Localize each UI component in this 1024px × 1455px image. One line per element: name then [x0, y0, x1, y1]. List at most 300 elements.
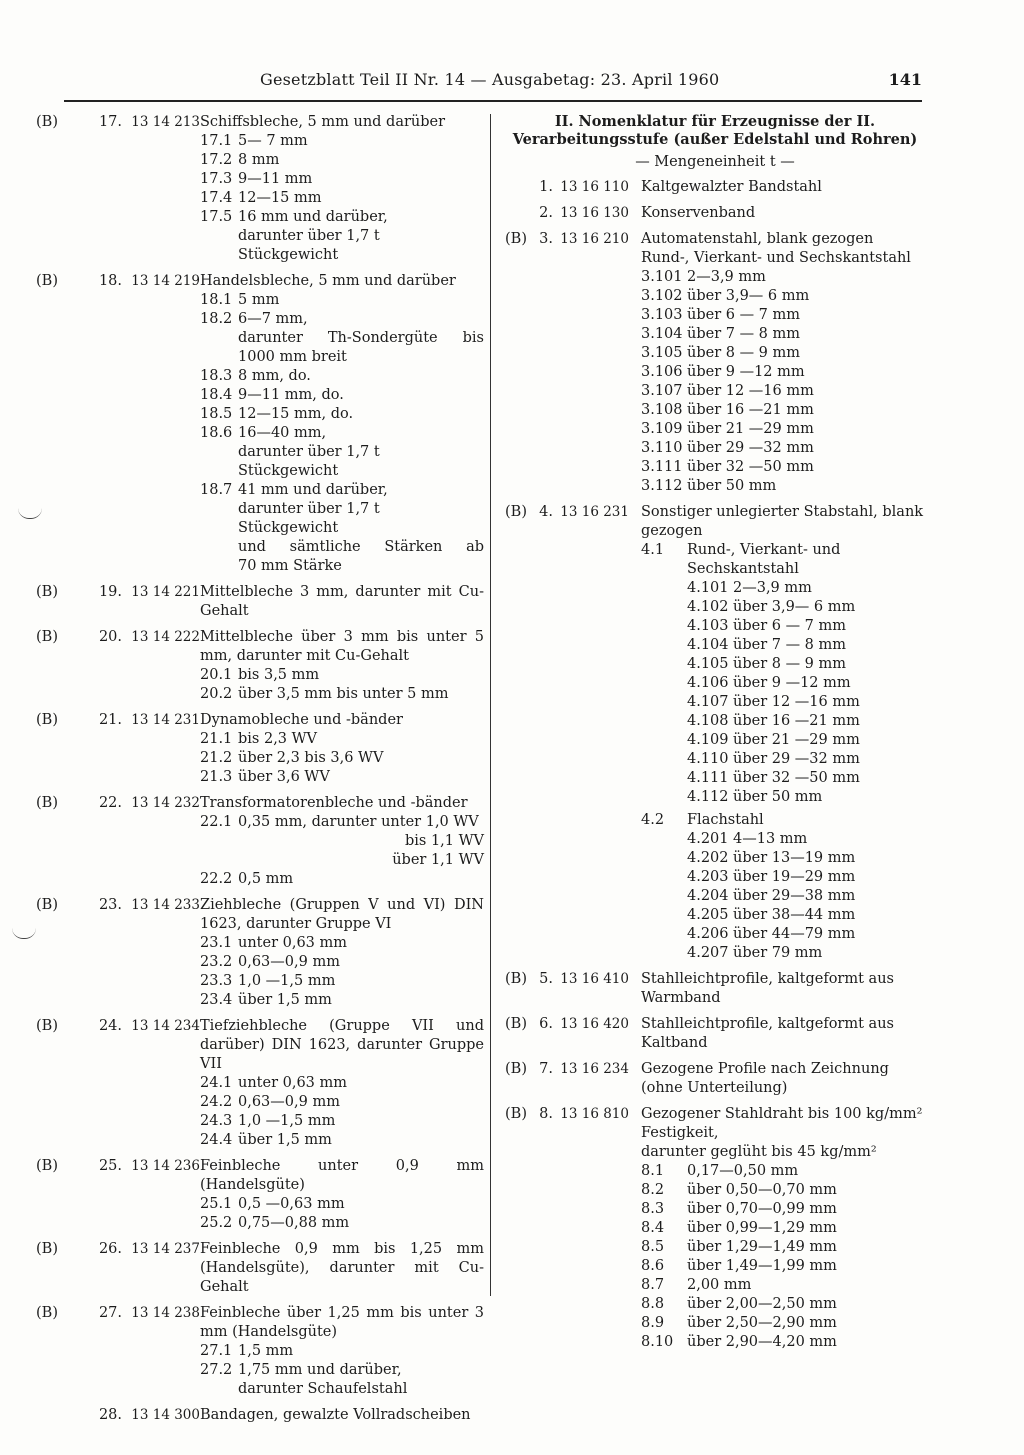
sub-number: 27.1 [200, 1343, 233, 1359]
sub-number: 3.106 [641, 364, 683, 380]
sub-item [200, 538, 484, 557]
sub-item [200, 405, 484, 424]
entry-title: Konservenband [641, 205, 756, 221]
entry-marker: (B) [36, 712, 58, 728]
sub-item [641, 268, 925, 287]
sub-text: 70 mm Stärke [238, 558, 342, 574]
sub-number: 8.8 [641, 1296, 665, 1312]
sub-number: 18.2 [200, 311, 233, 327]
sub-item [687, 925, 925, 944]
sub-number [200, 538, 238, 557]
sub-text: über 16 —21 mm [687, 402, 814, 418]
nomenclature-entry [36, 113, 484, 265]
sub-number: 23.2 [200, 954, 233, 970]
sub-item [641, 306, 925, 325]
sub-number [200, 500, 238, 538]
entry-code: 13 16 410 [560, 971, 629, 987]
sub-text: über 50 mm [733, 789, 823, 805]
entry-number: 5. [539, 971, 553, 987]
sub-item [641, 363, 925, 382]
sub-text: über 9 —12 mm [687, 364, 805, 380]
nomenclature-entry [505, 178, 925, 197]
sub-text: über 3,9— 6 mm [733, 599, 856, 615]
header-rule [64, 100, 922, 102]
sub-text: über 0,99—1,29 mm [687, 1220, 837, 1236]
entry-number: 24. [98, 1018, 122, 1034]
sub-item [641, 420, 925, 439]
sub-item [641, 1219, 925, 1238]
entry-number: 7. [539, 1061, 553, 1077]
entry-marker: (B) [505, 504, 527, 520]
sub-number: 4.103 [687, 618, 729, 634]
column-divider [490, 114, 491, 1296]
sub-text: über 2,50—2,90 mm [687, 1315, 837, 1331]
sub-number: 8.10 [641, 1334, 674, 1350]
sub-number: 4.201 [687, 831, 729, 847]
sub-item [200, 443, 484, 481]
sub-text: 0,5 —0,63 mm [238, 1196, 345, 1212]
sub-item [687, 655, 925, 674]
nomenclature-entry [505, 1105, 925, 1352]
sub-item [641, 1238, 925, 1257]
sub-item [200, 851, 484, 870]
entry-code: 13 14 300 [131, 1407, 200, 1423]
sub-number: 21.1 [200, 731, 233, 747]
nomenclature-entry [505, 1015, 925, 1053]
right-entries [505, 178, 925, 1352]
entry-title: Gezogener Stahldraht bis 100 kg/mm² Festigkeit, [641, 1106, 923, 1141]
sub-number: 4.109 [687, 732, 729, 748]
sub-text: unter 0,63 mm [238, 1075, 348, 1091]
sub-text: 6—7 mm, [238, 311, 308, 327]
sub-item [200, 1195, 484, 1214]
sub-number: 4.204 [687, 888, 729, 904]
sub-item [200, 1112, 484, 1131]
entry-title: Sonstiger unlegierter Stabstahl, blank gezogen [641, 504, 924, 539]
sub-number: 24.2 [200, 1094, 233, 1110]
entry-code: 13 14 231 [131, 712, 200, 728]
entry-code: 13 14 237 [131, 1241, 200, 1257]
sub-text: 5 mm [238, 292, 280, 308]
sub-text: über 8 — 9 mm [687, 345, 801, 361]
sub-text: über 79 mm [733, 945, 823, 961]
sub-item [200, 1131, 484, 1150]
unit-line: — Mengeneinheit t — [635, 154, 795, 170]
group-title: Rund-, Vierkant- und Sechskantstahl [687, 542, 841, 577]
sub-item [200, 666, 484, 685]
sub-number: 18.6 [200, 425, 233, 441]
sub-text: über 0,70—0,99 mm [687, 1201, 837, 1217]
sub-number: 8.6 [641, 1258, 665, 1274]
sub-item [200, 730, 484, 749]
nomenclature-entry [36, 583, 484, 621]
sub-item [200, 1074, 484, 1093]
sub-text: über 16 —21 mm [733, 713, 860, 729]
sub-text: über 1,29—1,49 mm [687, 1239, 837, 1255]
sub-text: über 21 —29 mm [733, 732, 860, 748]
entry-number: 4. [539, 504, 553, 520]
sub-text: 12—15 mm, do. [238, 406, 354, 422]
sub-text: über 21 —29 mm [687, 421, 814, 437]
entry-title: Feinbleche über 1,25 mm bis unter 3 mm (Handelsgüte) [200, 1305, 484, 1340]
sub-number: 4.202 [687, 850, 729, 866]
sub-item [200, 1380, 484, 1399]
entry-marker: (B) [505, 1016, 527, 1032]
sub-item [200, 386, 484, 405]
sub-text: über 1,5 mm [238, 1132, 332, 1148]
sub-item [687, 731, 925, 750]
sub-number: 8.2 [641, 1182, 665, 1198]
sub-text: über 3,9— 6 mm [687, 288, 810, 304]
sub-text: über 2,3 bis 3,6 WV [238, 750, 384, 766]
sub-text: über 32 —50 mm [733, 770, 860, 786]
entry-marker: (B) [36, 584, 58, 600]
entry-marker: (B) [36, 795, 58, 811]
sub-number: 3.105 [641, 345, 683, 361]
sub-item [687, 944, 925, 963]
sub-text: 0,17—0,50 mm [687, 1163, 799, 1179]
sub-number: 21.3 [200, 769, 233, 785]
sub-number: 22.1 [200, 814, 233, 830]
sub-text: über 44—79 mm [733, 926, 856, 942]
sub-text: bis 1,1 WV [404, 833, 484, 849]
entry-number: 2. [539, 205, 553, 221]
entry-marker: (B) [36, 629, 58, 645]
entry-marker: (B) [36, 1241, 58, 1257]
entry-title: Tiefziehbleche (Gruppe VII und darüber) DIN 1623, darunter Gruppe VII [200, 1018, 484, 1072]
sub-number: 4.205 [687, 907, 729, 923]
sub-number: 3.110 [641, 440, 683, 456]
sub-item [200, 481, 484, 500]
sub-text: darunter über 1,7 t Stückgewicht [238, 501, 380, 536]
sub-item [641, 477, 925, 496]
entry-code: 13 16 234 [560, 1061, 629, 1077]
nomenclature-entry [36, 1157, 484, 1233]
sub-item [641, 1276, 925, 1295]
nomenclature-entry [36, 1017, 484, 1150]
group-title: Flachstahl [687, 812, 764, 828]
sub-number: 8.7 [641, 1277, 665, 1293]
sub-item [641, 439, 925, 458]
sub-number: 17.2 [200, 152, 233, 168]
entry-code: 13 14 233 [131, 897, 200, 913]
sub-text: 16 mm und darüber, [238, 209, 388, 225]
entry-number: 26. [98, 1241, 122, 1257]
entry-number: 23. [98, 897, 122, 913]
entry-marker: (B) [36, 114, 58, 130]
sub-number: 4.107 [687, 694, 729, 710]
sub-item [200, 329, 484, 348]
sub-item [641, 287, 925, 306]
entry-title: Stahlleichtprofile, kaltgeformt aus Warmband [641, 971, 894, 1006]
entry-number: 17. [98, 114, 122, 130]
sub-number: 3.101 [641, 269, 683, 285]
sub-item [200, 972, 484, 991]
nomenclature-entry [505, 230, 925, 496]
sub-number: 4.108 [687, 713, 729, 729]
sub-number: 8.4 [641, 1220, 665, 1236]
sub-item [687, 887, 925, 906]
sub-text: über 29—38 mm [733, 888, 856, 904]
sub-number: 8.1 [641, 1163, 665, 1179]
sub-number: 24.1 [200, 1075, 233, 1091]
sub-item [687, 868, 925, 887]
entry-number: 8. [539, 1106, 553, 1122]
sub-text: über 19—29 mm [733, 869, 856, 885]
sub-number [200, 832, 238, 851]
sub-number: 17.4 [200, 190, 233, 206]
sub-text: darunter über 1,7 t Stückgewicht [238, 444, 380, 479]
sub-item [200, 557, 484, 576]
sub-text: über 29 —32 mm [733, 751, 860, 767]
entry-title: Feinbleche unter 0,9 mm (Handelsgüte) [200, 1158, 484, 1193]
sub-text: über 3,6 WV [238, 769, 330, 785]
gazette-title: Gesetzblatt Teil II Nr. 14 — Ausgabetag: 23. April 1960 [260, 70, 720, 89]
sub-text: über 8 — 9 mm [733, 656, 847, 672]
nomenclature-entry [36, 896, 484, 1010]
sub-item [641, 1314, 925, 1333]
sub-number [200, 443, 238, 481]
sub-item [687, 693, 925, 712]
sub-text: darunter über 1,7 t Stückgewicht [238, 228, 380, 263]
entry-code: 13 14 236 [131, 1158, 200, 1174]
entry-title: Transformatorenbleche und -bänder [200, 795, 468, 811]
group-heading [641, 811, 925, 830]
sub-item [200, 291, 484, 310]
group-number: 4.1 [641, 542, 665, 558]
sub-text: 1,0 —1,5 mm [238, 1113, 336, 1129]
entry-title: Feinbleche 0,9 mm bis 1,25 mm (Handelsgüte), darunter mit Cu-Gehalt [200, 1241, 484, 1295]
sub-item [641, 1181, 925, 1200]
sub-number: 3.108 [641, 402, 683, 418]
sub-number: 22.2 [200, 871, 233, 887]
sub-item [687, 617, 925, 636]
sub-item [200, 500, 484, 538]
sub-item [641, 458, 925, 477]
sub-number: 4.106 [687, 675, 729, 691]
sub-text: über 2,00—2,50 mm [687, 1296, 837, 1312]
page-header [64, 70, 922, 96]
entry-title: Handelsbleche, 5 mm und darüber [200, 273, 456, 289]
sub-number [200, 329, 238, 348]
sub-item [200, 991, 484, 1010]
sub-item [200, 1093, 484, 1112]
sub-text: über 2,90—4,20 mm [687, 1334, 837, 1350]
nomenclature-entry [36, 794, 484, 889]
sub-item [641, 382, 925, 401]
entry-code: 13 16 231 [560, 504, 629, 520]
entry-marker: (B) [36, 897, 58, 913]
sub-number: 18.5 [200, 406, 233, 422]
sub-text: über 50 mm [687, 478, 777, 494]
sub-number: 3.103 [641, 307, 683, 323]
entry-number: 20. [98, 629, 122, 645]
sub-item [200, 227, 484, 265]
sub-number: 18.7 [200, 482, 233, 498]
sub-item [687, 849, 925, 868]
group-number: 4.2 [641, 812, 665, 828]
entry-number: 22. [98, 795, 122, 811]
sub-item [641, 1257, 925, 1276]
sub-number: 23.4 [200, 992, 233, 1008]
sub-number: 20.2 [200, 686, 233, 702]
sub-number: 3.112 [641, 478, 683, 494]
sub-number [200, 557, 238, 576]
entry-marker: (B) [505, 1061, 527, 1077]
sub-number: 8.3 [641, 1201, 665, 1217]
sub-text: unter 0,63 mm [238, 935, 348, 951]
sub-item [200, 685, 484, 704]
sub-text: 9—11 mm [238, 171, 313, 187]
sub-text: über 13—19 mm [733, 850, 856, 866]
sub-item [200, 367, 484, 386]
entry-code: 13 14 232 [131, 795, 200, 811]
nomenclature-entry [36, 628, 484, 704]
entry-code: 13 14 234 [131, 1018, 200, 1034]
sub-number: 4.105 [687, 656, 729, 672]
sub-number: 8.5 [641, 1239, 665, 1255]
sub-item [200, 813, 484, 832]
sub-item [200, 348, 484, 367]
margin-tick-mark [12, 928, 36, 939]
sub-number: 17.3 [200, 171, 233, 187]
sub-number [200, 1380, 238, 1399]
entry-number: 3. [539, 231, 553, 247]
sub-text: über 7 — 8 mm [733, 637, 847, 653]
sub-number: 4.104 [687, 637, 729, 653]
entry-code: 13 14 219 [131, 273, 200, 289]
sub-number: 4.207 [687, 945, 729, 961]
sub-number: 8.9 [641, 1315, 665, 1331]
page-number: 141 [888, 70, 922, 89]
sub-item [200, 934, 484, 953]
entry-title: Schiffsbleche, 5 mm und darüber [200, 114, 446, 130]
sub-number: 4.102 [687, 599, 729, 615]
sub-item [200, 749, 484, 768]
sub-text: über 1,5 mm [238, 992, 332, 1008]
sub-item [200, 208, 484, 227]
entry-marker: (B) [36, 1305, 58, 1321]
sub-text: über 12 —16 mm [733, 694, 860, 710]
sub-item [641, 325, 925, 344]
entry-title: Gezogene Profile nach Zeichnung (ohne Unterteilung) [641, 1061, 889, 1096]
sub-number: 18.1 [200, 292, 233, 308]
entry-number: 6. [539, 1016, 553, 1032]
sub-item [200, 1361, 484, 1380]
sub-item [687, 788, 925, 807]
sub-text: über 7 — 8 mm [687, 326, 801, 342]
sub-text: 41 mm und darüber, [238, 482, 388, 498]
sub-number: 23.1 [200, 935, 233, 951]
entry-title: Bandagen, gewalzte Vollradscheiben [200, 1407, 471, 1423]
entry-code: 13 16 110 [560, 179, 629, 195]
sub-number: 25.1 [200, 1196, 233, 1212]
sub-text: bis 2,3 WV [238, 731, 318, 747]
entry-code: 13 16 210 [560, 231, 629, 247]
entry-title: Kaltgewalzter Bandstahl [641, 179, 822, 195]
entry-marker: (B) [505, 231, 527, 247]
sub-item [641, 401, 925, 420]
sub-text: bis 3,5 mm [238, 667, 320, 683]
sub-text: 1000 mm breit [238, 349, 347, 365]
sub-number: 3.102 [641, 288, 683, 304]
sub-text: 8 mm [238, 152, 280, 168]
sub-text: 1,0 —1,5 mm [238, 973, 336, 989]
entry-marker: (B) [36, 273, 58, 289]
entry-title: Stahlleichtprofile, kaltgeformt aus Kaltband [641, 1016, 894, 1051]
sub-item [200, 151, 484, 170]
sub-number: 3.111 [641, 459, 683, 475]
sub-number: 4.206 [687, 926, 729, 942]
sub-text: 12—15 mm [238, 190, 322, 206]
sub-item [687, 712, 925, 731]
entry-number: 19. [98, 584, 122, 600]
sub-item [200, 1214, 484, 1233]
entry-number: 18. [98, 273, 122, 289]
entry-marker: (B) [36, 1158, 58, 1174]
entry-number: 27. [98, 1305, 122, 1321]
entry-code: 13 14 238 [131, 1305, 200, 1321]
sub-item [687, 636, 925, 655]
sub-text: 1,75 mm und darüber, [238, 1362, 402, 1378]
entry-marker: (B) [505, 971, 527, 987]
entry-number: 28. [98, 1407, 122, 1423]
sub-item [687, 750, 925, 769]
right-column [505, 113, 925, 1359]
sub-text: über 6 — 7 mm [687, 307, 801, 323]
sub-text: über 38—44 mm [733, 907, 856, 923]
sub-item [641, 1200, 925, 1219]
sub-text: darunter Schaufelstahl [238, 1381, 408, 1397]
sub-item [200, 870, 484, 889]
sub-text: 2—3,9 mm [733, 580, 812, 596]
sub-item [687, 830, 925, 849]
sub-number: 4.111 [687, 770, 729, 786]
sub-number: 24.3 [200, 1113, 233, 1129]
sub-text: über 3,5 mm bis unter 5 mm [238, 686, 449, 702]
sub-item [687, 579, 925, 598]
sub-number: 3.109 [641, 421, 683, 437]
sub-text: und sämtliche Stärken ab [238, 539, 484, 555]
sub-item [200, 424, 484, 443]
entry-code: 13 14 221 [131, 584, 200, 600]
sub-number [200, 851, 238, 870]
entry-title: Dynamobleche und -bänder [200, 712, 403, 728]
sub-item [200, 132, 484, 151]
nomenclature-entry [36, 711, 484, 787]
sub-item [687, 674, 925, 693]
sub-item [200, 953, 484, 972]
sub-text: über 32 —50 mm [687, 459, 814, 475]
sub-number: 18.4 [200, 387, 233, 403]
nomenclature-entry [505, 970, 925, 1008]
sub-text: über 9 —12 mm [733, 675, 851, 691]
entry-code: 13 16 130 [560, 205, 629, 221]
sub-text: über 12 —16 mm [687, 383, 814, 399]
entry-number: 25. [98, 1158, 122, 1174]
nomenclature-entry [36, 1304, 484, 1399]
sub-item [200, 310, 484, 329]
nomenclature-entry [36, 272, 484, 576]
sub-item [200, 170, 484, 189]
entry-title: Automatenstahl, blank gezogen Rund-, Vierkant- und Sechskantstahl [641, 231, 911, 266]
sub-number [200, 348, 238, 367]
sub-number: 18.3 [200, 368, 233, 384]
nomenclature-entry [36, 1240, 484, 1297]
entry-code: 13 16 420 [560, 1016, 629, 1032]
sub-text: 8 mm, do. [238, 368, 311, 384]
sub-number: 4.112 [687, 789, 729, 805]
